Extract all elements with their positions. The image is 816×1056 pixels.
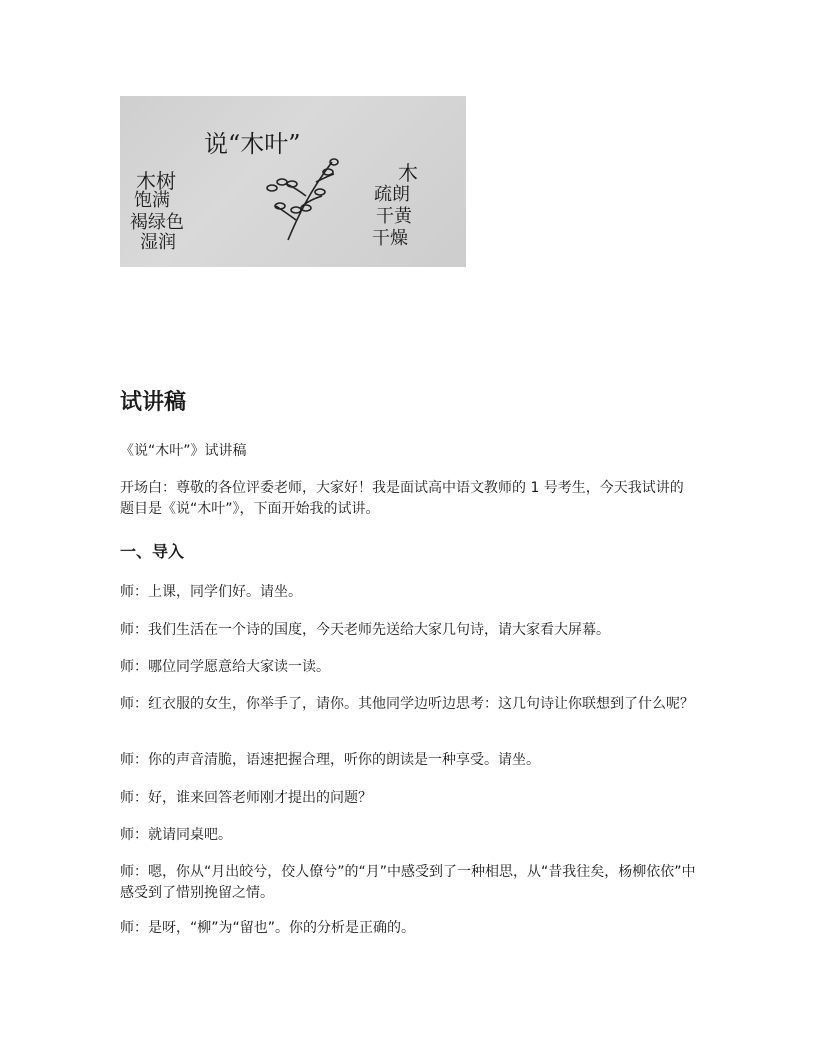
handwriting-illustration [120, 96, 466, 267]
dialogue-line: 师：好，谁来回答老师刚才提出的问题？ [120, 790, 372, 806]
dialogue-line: 师：哪位同学愿意给大家读一读。 [120, 659, 330, 675]
dialogue-line: 师：就请同桌吧。 [120, 827, 232, 843]
dialogue-line: 师：你的声音清脆，语速把握合理，听你的朗读是一种享受。请坐。 [120, 752, 540, 768]
opening-paragraph: 开场白：尊敬的各位评委老师，大家好！我是面试高中语文教师的 1 号考生，今天我试讲的题目是《说“木叶”》，下面开始我的试讲。 [120, 480, 684, 517]
blackboard-photo [120, 96, 466, 267]
board-right-word-3: 干黄 [376, 206, 412, 227]
board-left-word-1: 木树 [136, 169, 176, 193]
dialogue-line: 师：红衣服的女生，你举手了，请你。其他同学边听边思考：这几句诗让你联想到了什么呢？ [120, 696, 694, 712]
board-right-word-2: 疏朗 [374, 184, 410, 205]
dialogue-line: 师：嗯，你从“月出皎兮，佼人僚兮”的“月”中感受到了一种相思，从“昔我往矣，杨柳依依”中感受到了惜别挽留之情。 [120, 864, 696, 901]
document-subtitle: 《说“木叶”》试讲稿 [120, 443, 247, 459]
board-left-marked: 木 [136, 169, 156, 193]
dialogue-line: 师：是呀，“柳”为“留也”。你的分析是正确的。 [120, 920, 416, 936]
board-right-word-4: 干燥 [372, 228, 408, 249]
dialogue-line: 师：我们生活在一个诗的国度，今天老师先送给大家几句诗，请大家看大屏幕。 [120, 622, 610, 638]
document-title: 试讲稿 [120, 390, 187, 415]
dialogue-line: 师：上课，同学们好。请坐。 [120, 584, 302, 600]
board-left-word-2: 饱满 [134, 190, 170, 211]
branch-sketch-icon [267, 159, 338, 240]
board-title: 说“木叶” [204, 130, 301, 158]
board-left-word-3: 褐绿色 [130, 212, 184, 233]
section-heading-intro: 一、导入 [120, 542, 185, 561]
board-left-word-4: 湿润 [140, 232, 176, 253]
board-right-word-1: 木 [398, 161, 418, 185]
